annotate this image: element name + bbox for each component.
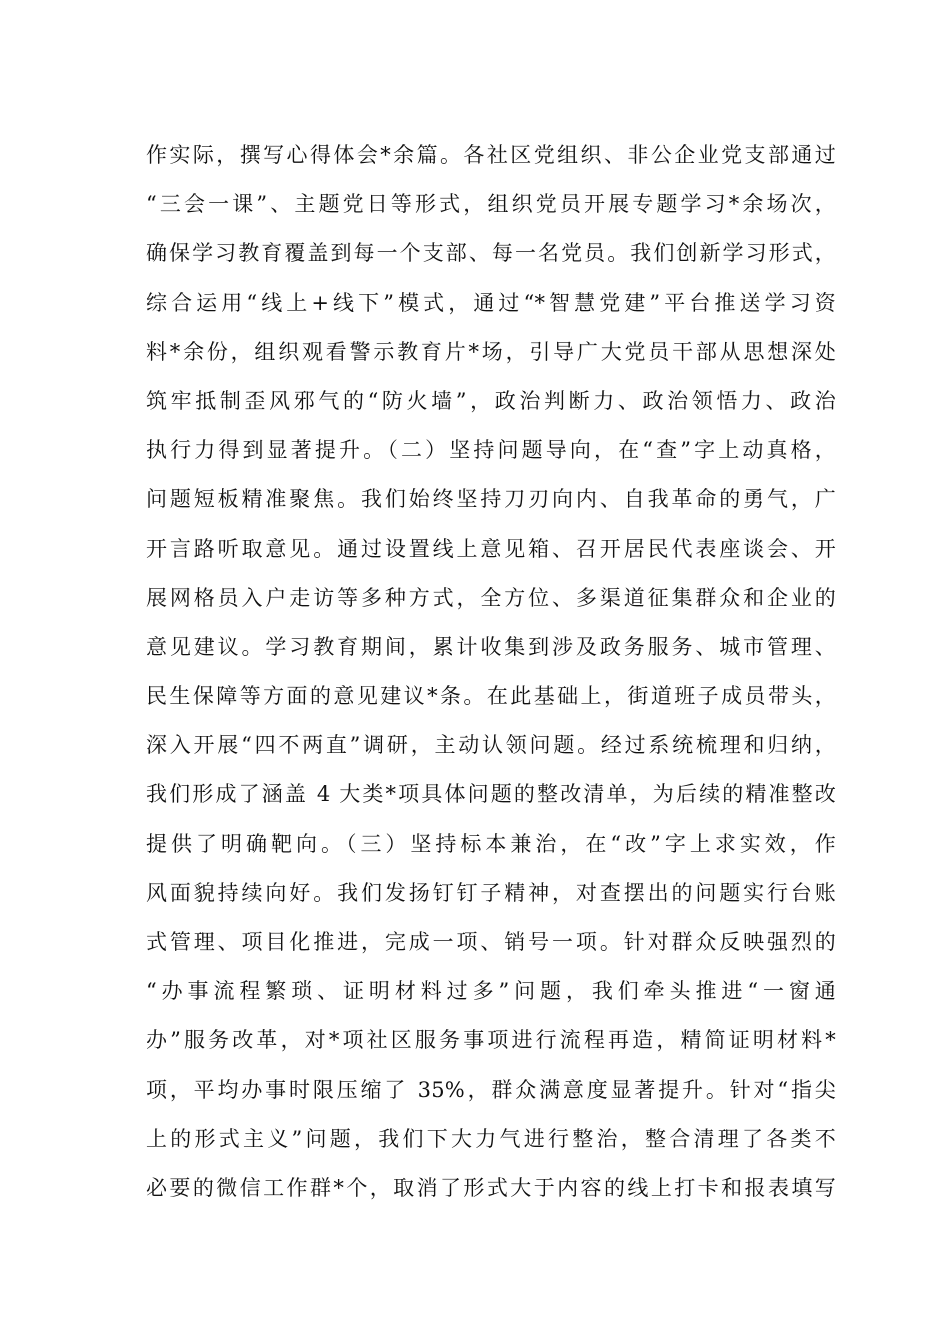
text-line-4: 综合运用“线上+线下”模式，通过“*智慧党建”平台推送学习资 xyxy=(146,290,836,315)
text-line-18: “办事流程繁琐、证明材料过多”问题，我们牵头推进“一窗通 xyxy=(146,979,836,1004)
text-line-5: 料*余份，组织观看警示教育片*场，引导广大党员干部从思想深处 xyxy=(146,339,836,364)
text-line-12: 民生保障等方面的意见建议*条。在此基础上，街道班子成员带头， xyxy=(146,684,836,709)
text-line-19: 办”服务改革，对*项社区服务事项进行流程再造，精简证明材料* xyxy=(146,1028,836,1053)
text-line-22: 必要的微信工作群*个，取消了形式大于内容的线上打卡和报表填写 xyxy=(146,1175,836,1200)
text-line-20: 项，平均办事时限压缩了 35%，群众满意度显著提升。针对“指尖 xyxy=(146,1077,836,1102)
text-line-8: 问题短板精准聚焦。我们始终坚持刀刃向内、自我革命的勇气，广 xyxy=(146,487,836,512)
text-line-15: 提供了明确靶向。（三）坚持标本兼治，在“改”字上求实效，作 xyxy=(146,831,836,856)
text-line-14: 我们形成了涵盖 4 大类*项具体问题的整改清单，为后续的精准整改 xyxy=(146,782,836,807)
text-line-13: 深入开展“四不两直”调研，主动认领问题。经过系统梳理和归纳， xyxy=(146,733,836,758)
text-line-7: 执行力得到显著提升。（二）坚持问题导向，在“查”字上动真格， xyxy=(146,438,836,463)
body-text xyxy=(146,131,836,1213)
text-line-1: 作实际，撰写心得体会*余篇。各社区党组织、非公企业党支部通过 xyxy=(146,143,836,167)
text-line-11: 意见建议。学习教育期间，累计收集到涉及政务服务、城市管理、 xyxy=(146,634,836,659)
text-line-21: 上的形式主义”问题，我们下大力气进行整治，整合清理了各类不 xyxy=(146,1126,836,1151)
text-line-3: 确保学习教育覆盖到每一个支部、每一名党员。我们创新学习形式， xyxy=(146,241,836,266)
text-line-16: 风面貌持续向好。我们发扬钉钉子精神，对查摆出的问题实行台账 xyxy=(146,880,836,905)
text-line-2: “三会一课”、主题党日等形式，组织党员开展专题学习*余场次， xyxy=(146,192,836,217)
text-line-9: 开言路听取意见。通过设置线上意见箱、召开居民代表座谈会、开 xyxy=(146,536,836,561)
text-line-6: 筑牢抵制歪风邪气的“防火墙”，政治判断力、政治领悟力、政治 xyxy=(146,388,836,413)
text-line-17: 式管理、项目化推进，完成一项、销号一项。针对群众反映强烈的 xyxy=(146,930,836,954)
text-line-10: 展网格员入户走访等多种方式，全方位、多渠道征集群众和企业的 xyxy=(146,585,836,610)
